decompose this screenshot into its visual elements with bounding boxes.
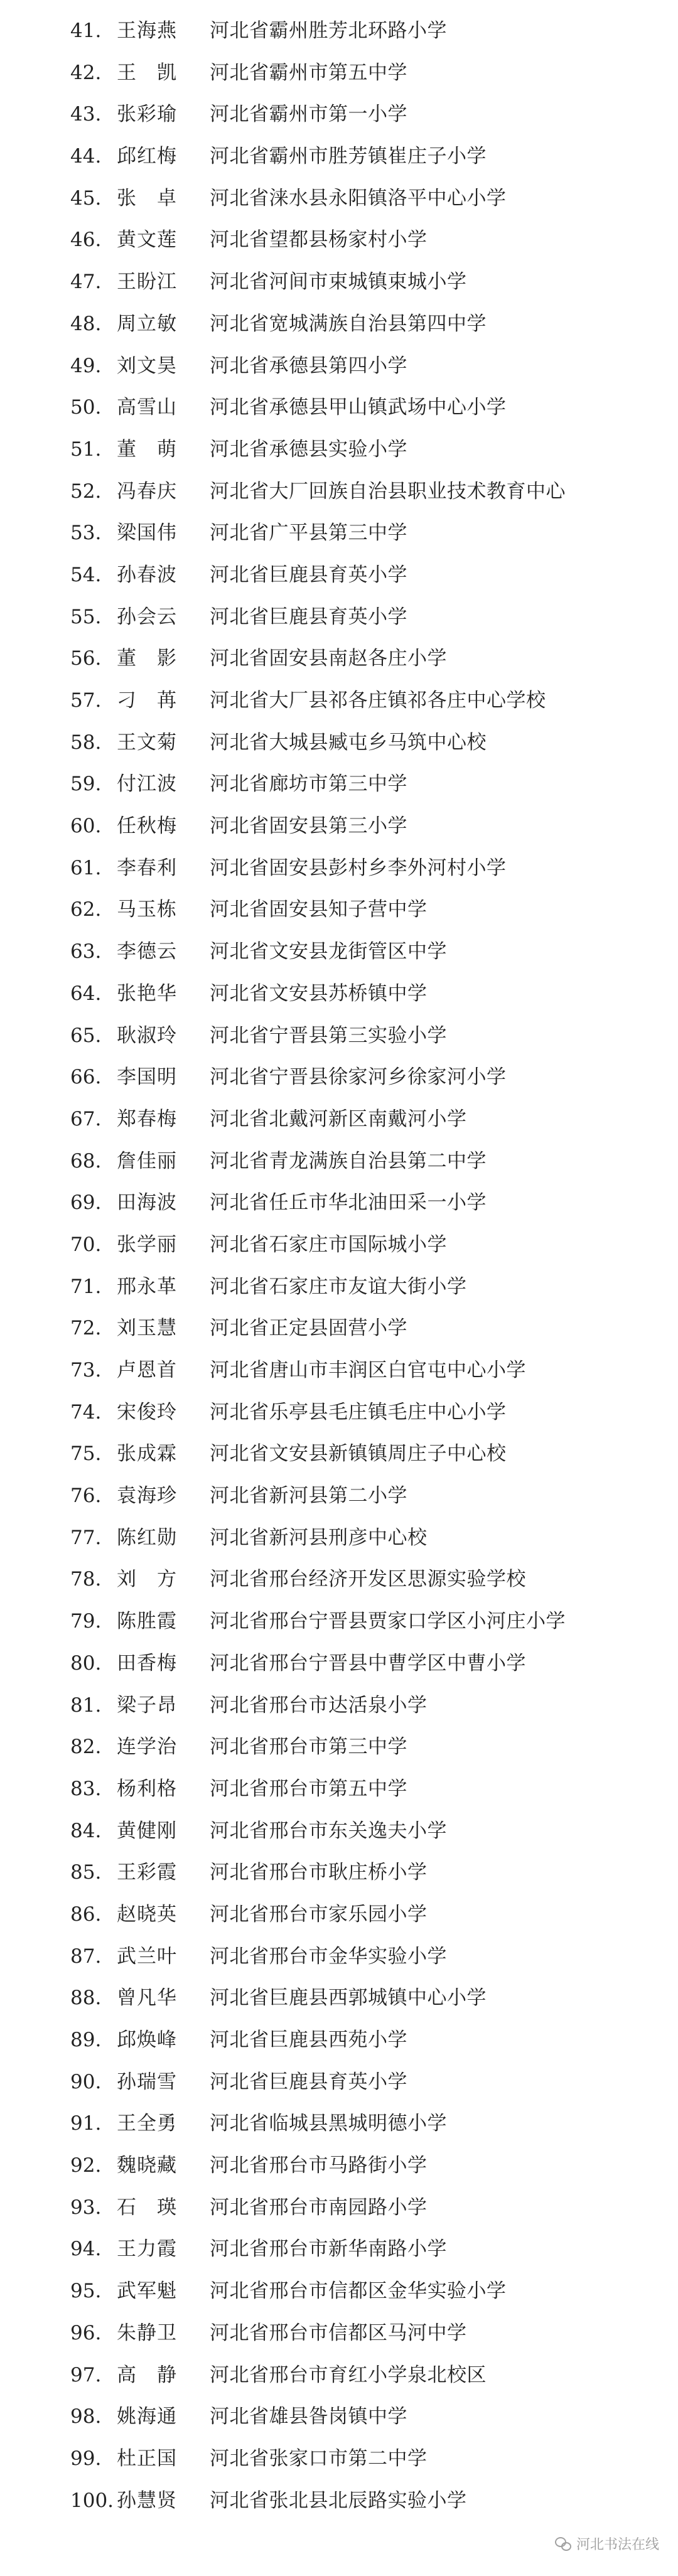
list-item xyxy=(0,1140,678,1183)
school-name: 河北省宁晋县第三实验小学 xyxy=(210,1024,447,1047)
item-number: 70. xyxy=(70,1233,102,1256)
list-item xyxy=(0,1350,678,1392)
list-item xyxy=(0,345,678,387)
school-name: 河北省石家庄市国际城小学 xyxy=(210,1233,447,1256)
school-name: 河北省邢台市达活泉小学 xyxy=(210,1693,428,1717)
list-item xyxy=(0,596,678,638)
school-name: 河北省邢台宁晋县中曹学区中曹小学 xyxy=(210,1651,526,1675)
list-item xyxy=(0,1726,678,1768)
school-name: 河北省张北县北辰路实验小学 xyxy=(210,2489,467,2512)
watermark-text: 河北书法在线 xyxy=(576,2537,659,2553)
teacher-name: 刘玉慧 xyxy=(117,1317,177,1340)
item-number: 87. xyxy=(70,1945,102,1968)
item-number: 63. xyxy=(70,940,102,963)
list-item xyxy=(0,2228,678,2270)
item-number: 59. xyxy=(70,773,102,796)
school-name: 河北省霸州市第五中学 xyxy=(210,61,407,84)
list-item xyxy=(0,1098,678,1140)
item-number: 58. xyxy=(70,731,102,754)
item-number: 76. xyxy=(70,1484,102,1508)
item-number: 54. xyxy=(70,563,102,586)
teacher-name: 刘文昊 xyxy=(117,354,177,377)
list-item xyxy=(0,1307,678,1350)
teacher-name: 连学治 xyxy=(117,1736,177,1759)
teacher-name: 李德云 xyxy=(117,940,177,963)
teacher-name: 耿淑玲 xyxy=(117,1024,177,1047)
school-name: 河北省巨鹿县育英小学 xyxy=(210,2070,407,2093)
school-name: 河北省雄县昝岗镇中学 xyxy=(210,2405,407,2428)
teacher-name: 田海波 xyxy=(117,1191,177,1215)
item-number: 88. xyxy=(70,1987,102,2010)
school-name: 河北省邢台经济开发区思源实验学校 xyxy=(210,1568,526,1591)
item-number: 89. xyxy=(70,2029,102,2051)
teacher-name: 周立敏 xyxy=(117,312,177,335)
teacher-name: 付江波 xyxy=(117,773,177,796)
school-name: 河北省宁晋县徐家河乡徐家河小学 xyxy=(210,1066,507,1089)
teacher-name: 高雪山 xyxy=(117,396,177,419)
school-name: 河北省邢台市育红小学泉北校区 xyxy=(210,2363,487,2386)
list-item xyxy=(0,1936,678,1978)
teacher-name: 杨利格 xyxy=(117,1777,177,1800)
school-name: 河北省文安县苏桥镇中学 xyxy=(210,982,428,1005)
list-item xyxy=(0,2270,678,2312)
list-item xyxy=(0,1266,678,1308)
item-number: 74. xyxy=(70,1400,102,1424)
school-name: 河北省望都县杨家村小学 xyxy=(210,228,428,252)
list-item xyxy=(0,1475,678,1517)
list-item xyxy=(0,1392,678,1434)
teacher-name: 魏晓藏 xyxy=(117,2154,177,2177)
school-name: 河北省新河县刑彦中心校 xyxy=(210,1526,428,1549)
school-name: 河北省承德县第四小学 xyxy=(210,354,407,377)
list-item xyxy=(0,889,678,931)
list-item xyxy=(0,387,678,429)
school-name: 河北省文安县龙街管区中学 xyxy=(210,940,447,963)
item-number: 92. xyxy=(70,2154,102,2177)
school-name: 河北省邢台市马路街小学 xyxy=(210,2154,428,2177)
school-name: 河北省邢台市新华南路小学 xyxy=(210,2238,447,2261)
item-number: 62. xyxy=(70,898,102,921)
list-item xyxy=(0,178,678,220)
item-number: 83. xyxy=(70,1777,102,1800)
teacher-name: 朱静卫 xyxy=(117,2321,177,2344)
school-name: 河北省唐山市丰润区白官屯中心小学 xyxy=(210,1359,526,1382)
item-number: 77. xyxy=(70,1526,102,1549)
school-name: 河北省邢台市第五中学 xyxy=(210,1777,407,1800)
item-number: 69. xyxy=(70,1191,102,1215)
item-number: 45. xyxy=(70,186,102,210)
item-number: 55. xyxy=(70,605,102,628)
item-number: 75. xyxy=(70,1442,102,1466)
item-number: 67. xyxy=(70,1107,102,1130)
teacher-name: 王盼江 xyxy=(117,271,177,294)
school-name: 河北省邢台市信都区金华实验小学 xyxy=(210,2280,507,2303)
school-name: 河北省邢台市家乐园小学 xyxy=(210,1902,428,1926)
item-number: 78. xyxy=(70,1568,102,1591)
item-number: 98. xyxy=(70,2405,102,2428)
teacher-name: 宋俊玲 xyxy=(117,1400,177,1424)
teacher-name: 武兰叶 xyxy=(117,1945,177,1968)
item-number: 53. xyxy=(70,522,102,545)
list-item xyxy=(0,1894,678,1936)
teacher-name: 邢永革 xyxy=(117,1275,177,1298)
list-item xyxy=(0,94,678,136)
teacher-name: 李国明 xyxy=(117,1066,177,1089)
school-name: 河北省广平县第三中学 xyxy=(210,522,407,545)
school-name: 河北省邢台市东关逸夫小学 xyxy=(210,1819,447,1842)
school-name: 河北省乐亭县毛庄镇毛庄中心小学 xyxy=(210,1400,507,1424)
list-item xyxy=(0,429,678,471)
list-item xyxy=(0,2480,678,2522)
list-item xyxy=(0,1852,678,1894)
item-number: 84. xyxy=(70,1819,102,1842)
teacher-name: 梁子昂 xyxy=(117,1693,177,1717)
list-item xyxy=(0,2019,678,2061)
school-name: 河北省固安县第三小学 xyxy=(210,815,407,838)
list-item xyxy=(0,1182,678,1224)
list-item xyxy=(0,973,678,1015)
item-number: 93. xyxy=(70,2196,102,2219)
school-name: 河北省临城县黑城明德小学 xyxy=(210,2112,447,2135)
teacher-name: 冯春庆 xyxy=(117,480,177,503)
item-number: 99. xyxy=(70,2447,102,2470)
school-name: 河北省邢台市第三中学 xyxy=(210,1736,407,1759)
teacher-name: 陈红勋 xyxy=(117,1526,177,1549)
school-name: 河北省大城县臧屯乡马筑中心校 xyxy=(210,731,487,754)
item-number: 51. xyxy=(70,437,102,461)
teacher-name: 孙慧贤 xyxy=(117,2489,177,2512)
list-item xyxy=(0,303,678,345)
list-item xyxy=(0,1433,678,1475)
teacher-name: 陈胜霞 xyxy=(117,1610,177,1633)
list-item xyxy=(0,1559,678,1601)
school-name: 河北省霸州胜芳北环路小学 xyxy=(210,19,447,42)
school-name: 河北省邢台市耿庄桥小学 xyxy=(210,1861,428,1884)
item-number: 85. xyxy=(70,1861,102,1884)
teacher-name: 张彩瑜 xyxy=(117,103,177,126)
school-name: 河北省文安县新镇镇周庄子中心校 xyxy=(210,1442,507,1466)
list-item xyxy=(0,471,678,513)
list-item xyxy=(0,136,678,178)
school-name: 河北省北戴河新区南戴河小学 xyxy=(210,1107,467,1130)
list-item xyxy=(0,931,678,973)
item-number: 64. xyxy=(70,982,102,1005)
teacher-name: 石 瑛 xyxy=(117,2196,177,2219)
list-item xyxy=(0,805,678,847)
list-item xyxy=(0,261,678,303)
teacher-name: 孙瑞雪 xyxy=(117,2070,177,2093)
teacher-name: 黄文莲 xyxy=(117,228,177,252)
item-number: 86. xyxy=(70,1902,102,1926)
school-name: 河北省邢台宁晋县贾家口学区小河庄小学 xyxy=(210,1610,566,1633)
teacher-name: 郑春梅 xyxy=(117,1107,177,1130)
teacher-name: 王文菊 xyxy=(117,731,177,754)
list-item xyxy=(0,219,678,261)
list-item xyxy=(0,1685,678,1727)
list-item xyxy=(0,638,678,680)
teacher-name: 卢恩首 xyxy=(117,1359,177,1382)
teacher-name: 任秋梅 xyxy=(117,815,177,838)
list-item xyxy=(0,680,678,722)
teacher-name: 李春利 xyxy=(117,856,177,879)
teacher-name: 刘 方 xyxy=(117,1568,177,1591)
school-name: 河北省邢台市信都区马河中学 xyxy=(210,2321,467,2344)
school-name: 河北省巨鹿县育英小学 xyxy=(210,605,407,628)
teacher-name: 王全勇 xyxy=(117,2112,177,2135)
item-number: 73. xyxy=(70,1359,102,1382)
teacher-name: 杜正国 xyxy=(117,2447,177,2470)
item-number: 49. xyxy=(70,354,102,377)
teacher-name: 张成霖 xyxy=(117,1442,177,1466)
list-item xyxy=(0,2312,678,2354)
school-name: 河北省固安县南赵各庄小学 xyxy=(210,647,447,670)
list-item xyxy=(0,2396,678,2438)
list-item xyxy=(0,847,678,889)
list-item xyxy=(0,1517,678,1559)
teacher-name: 袁海珍 xyxy=(117,1484,177,1508)
school-name: 河北省廊坊市第三中学 xyxy=(210,773,407,796)
item-number: 80. xyxy=(70,1651,102,1675)
item-number: 100. xyxy=(70,2489,114,2512)
item-number: 96. xyxy=(70,2321,102,2344)
teacher-name: 张艳华 xyxy=(117,982,177,1005)
teacher-name: 董 萌 xyxy=(117,437,177,461)
list-item xyxy=(0,512,678,554)
teacher-name: 张学丽 xyxy=(117,1233,177,1256)
item-number: 79. xyxy=(70,1610,102,1633)
teacher-name: 王彩霞 xyxy=(117,1861,177,1884)
item-number: 44. xyxy=(70,145,102,168)
item-number: 82. xyxy=(70,1736,102,1759)
teacher-name: 姚海通 xyxy=(117,2405,177,2428)
list-item xyxy=(0,763,678,805)
item-number: 95. xyxy=(70,2280,102,2303)
item-number: 47. xyxy=(70,271,102,294)
item-number: 65. xyxy=(70,1024,102,1047)
school-name: 河北省霸州市胜芳镇崔庄子小学 xyxy=(210,145,487,168)
teacher-name: 黄健刚 xyxy=(117,1819,177,1842)
teacher-name: 刁 苒 xyxy=(117,689,177,712)
list-item xyxy=(0,1224,678,1266)
item-number: 94. xyxy=(70,2238,102,2261)
item-number: 46. xyxy=(70,228,102,252)
teacher-name: 赵晓英 xyxy=(117,1902,177,1926)
teacher-name: 邱焕峰 xyxy=(117,2029,177,2051)
school-name: 河北省青龙满族自治县第二中学 xyxy=(210,1149,487,1173)
teacher-name: 高 静 xyxy=(117,2363,177,2386)
teacher-name: 王海燕 xyxy=(117,19,177,42)
teacher-name: 曾凡华 xyxy=(117,1987,177,2010)
school-name: 河北省霸州市第一小学 xyxy=(210,103,407,126)
school-name: 河北省固安县知子营中学 xyxy=(210,898,428,921)
item-number: 90. xyxy=(70,2070,102,2093)
list-item xyxy=(0,10,678,52)
list-item xyxy=(0,2354,678,2396)
list-item xyxy=(0,1601,678,1643)
list-item xyxy=(0,1977,678,2019)
item-number: 71. xyxy=(70,1275,102,1298)
list-item xyxy=(0,1015,678,1057)
school-name: 河北省巨鹿县西郭城镇中心小学 xyxy=(210,1987,487,2010)
school-name: 河北省大厂县祁各庄镇祁各庄中心学校 xyxy=(210,689,546,712)
wechat-icon xyxy=(555,2537,571,2551)
list-item xyxy=(0,2438,678,2480)
school-name: 河北省张家口市第二中学 xyxy=(210,2447,428,2470)
item-number: 41. xyxy=(70,19,102,42)
school-name: 河北省石家庄市友谊大街小学 xyxy=(210,1275,467,1298)
list-item xyxy=(0,2061,678,2103)
list-item xyxy=(0,52,678,94)
school-name: 河北省邢台市金华实验小学 xyxy=(210,1945,447,1968)
school-name: 河北省固安县彭村乡李外河村小学 xyxy=(210,856,507,879)
list-item xyxy=(0,554,678,596)
teacher-name: 邱红梅 xyxy=(117,145,177,168)
item-number: 81. xyxy=(70,1693,102,1717)
school-name: 河北省任丘市华北油田采一小学 xyxy=(210,1191,487,1215)
list-item xyxy=(0,1643,678,1685)
list-item xyxy=(0,2103,678,2145)
school-name: 河北省新河县第二小学 xyxy=(210,1484,407,1508)
item-number: 91. xyxy=(70,2112,102,2135)
school-name: 河北省宽城满族自治县第四中学 xyxy=(210,312,487,335)
watermark xyxy=(555,2534,659,2553)
school-name: 河北省涞水县永阳镇洛平中心小学 xyxy=(210,186,507,210)
school-name: 河北省正定县固营小学 xyxy=(210,1317,407,1340)
item-number: 72. xyxy=(70,1317,102,1340)
school-name: 河北省河间市束城镇束城小学 xyxy=(210,271,467,294)
item-number: 50. xyxy=(70,396,102,419)
teacher-name: 孙春波 xyxy=(117,563,177,586)
list-item xyxy=(0,1056,678,1098)
item-number: 56. xyxy=(70,647,102,670)
teacher-name: 马玉栋 xyxy=(117,898,177,921)
school-name: 河北省大厂回族自治县职业技术教育中心 xyxy=(210,480,566,503)
list-item xyxy=(0,1810,678,1852)
teacher-name: 董 影 xyxy=(117,647,177,670)
item-number: 60. xyxy=(70,815,102,838)
list-item xyxy=(0,2145,678,2187)
teacher-name: 田香梅 xyxy=(117,1651,177,1675)
teacher-name: 詹佳丽 xyxy=(117,1149,177,1173)
school-name: 河北省巨鹿县西苑小学 xyxy=(210,2029,407,2051)
school-name: 河北省邢台市南园路小学 xyxy=(210,2196,428,2219)
teacher-name: 孙会云 xyxy=(117,605,177,628)
teacher-name: 武军魁 xyxy=(117,2280,177,2303)
item-number: 97. xyxy=(70,2363,102,2386)
teacher-name: 梁国伟 xyxy=(117,522,177,545)
list-item xyxy=(0,722,678,764)
item-number: 61. xyxy=(70,856,102,879)
list-item xyxy=(0,2187,678,2229)
item-number: 68. xyxy=(70,1149,102,1173)
teacher-name: 王力霞 xyxy=(117,2238,177,2261)
item-number: 48. xyxy=(70,312,102,335)
school-name: 河北省巨鹿县育英小学 xyxy=(210,563,407,586)
school-name: 河北省承德县实验小学 xyxy=(210,437,407,461)
item-number: 66. xyxy=(70,1066,102,1089)
teacher-name: 王 凯 xyxy=(117,61,177,84)
school-name: 河北省承德县甲山镇武场中心小学 xyxy=(210,396,507,419)
item-number: 57. xyxy=(70,689,102,712)
item-number: 43. xyxy=(70,103,102,126)
item-number: 52. xyxy=(70,480,102,503)
item-number: 42. xyxy=(70,61,102,84)
list-item xyxy=(0,1768,678,1810)
teacher-name: 张 卓 xyxy=(117,186,177,210)
